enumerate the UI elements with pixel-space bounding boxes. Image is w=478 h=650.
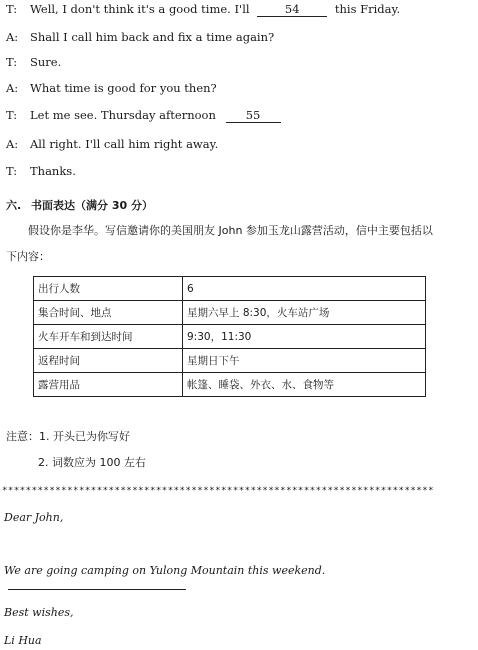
- note-item: 2. 词数应为 100 左右: [38, 456, 146, 469]
- dialogue-text: All right. I'll call him right away.: [30, 137, 219, 151]
- table-cell-value: 帐篷、睡袋、外衣、水、食物等: [183, 373, 426, 397]
- speaker-label: T:: [6, 55, 18, 69]
- dialogue-text-after: this Friday.: [334, 2, 401, 16]
- table-cell-key: 出行人数: [34, 277, 183, 301]
- dialogue-text: Let me see. Thursday afternoon: [30, 108, 216, 122]
- table-row: [34, 373, 426, 397]
- dialogue-text: What time is good for you then?: [30, 81, 217, 95]
- table-cell-value: 星期日下午: [183, 349, 426, 373]
- letter-opening-line: [4, 564, 478, 590]
- blank-55: 55: [226, 108, 281, 123]
- table-cell-key: 集合时间、地点: [34, 301, 183, 325]
- blank-54: 54: [257, 2, 327, 17]
- letter-signature: Li Hua: [4, 634, 42, 647]
- table-cell-value: 6: [183, 277, 426, 301]
- letter-opening: We are going camping on Yulong Mountain this weekend.: [4, 564, 326, 577]
- notes-label: 注意：: [6, 430, 39, 443]
- table-row: [34, 325, 426, 349]
- separator: *************************************************************************: [2, 486, 435, 496]
- table-cell-value: 星期六早上 8:30，火车站广场: [183, 301, 426, 325]
- writing-line: [8, 577, 186, 590]
- dialogue-text: Well, I don't think it's a good time. I'll: [30, 2, 250, 16]
- dialogue-text: Shall I call him back and fix a time again?: [30, 30, 275, 44]
- speaker-label: T:: [6, 2, 18, 16]
- prompt-line-1: 假设你是李华。写信邀请你的美国朋友 John 参加玉龙山露营活动，信中主要包括以: [28, 224, 433, 237]
- dialogue-text: Thanks.: [30, 164, 76, 178]
- table-row: [34, 277, 426, 301]
- table-row: [34, 301, 426, 325]
- speaker-label: T:: [6, 108, 18, 122]
- speaker-label: T:: [6, 164, 18, 178]
- table-cell-value: 9:30，11:30: [183, 325, 426, 349]
- dialogue-text: Sure.: [30, 55, 62, 69]
- speaker-label: A:: [6, 81, 19, 95]
- section-number: 六.: [6, 199, 22, 212]
- table-cell-key: 火车开车和到达时间: [34, 325, 183, 349]
- section-heading: [6, 197, 153, 213]
- letter-greeting: Dear John,: [4, 511, 64, 524]
- info-table: [33, 276, 426, 397]
- letter-closing: Best wishes,: [4, 606, 74, 619]
- speaker-label: A:: [6, 137, 19, 151]
- speaker-label: A:: [6, 30, 19, 44]
- note-item: 1. 开头已为你写好: [39, 430, 130, 443]
- table-row: [34, 349, 426, 373]
- table-cell-key: 返程时间: [34, 349, 183, 373]
- notes-line-1: [6, 430, 130, 444]
- table-cell-key: 露营用品: [34, 373, 183, 397]
- section-title: 书面表达（满分 30 分）: [31, 199, 153, 212]
- prompt-line-2: 下内容：: [6, 250, 50, 263]
